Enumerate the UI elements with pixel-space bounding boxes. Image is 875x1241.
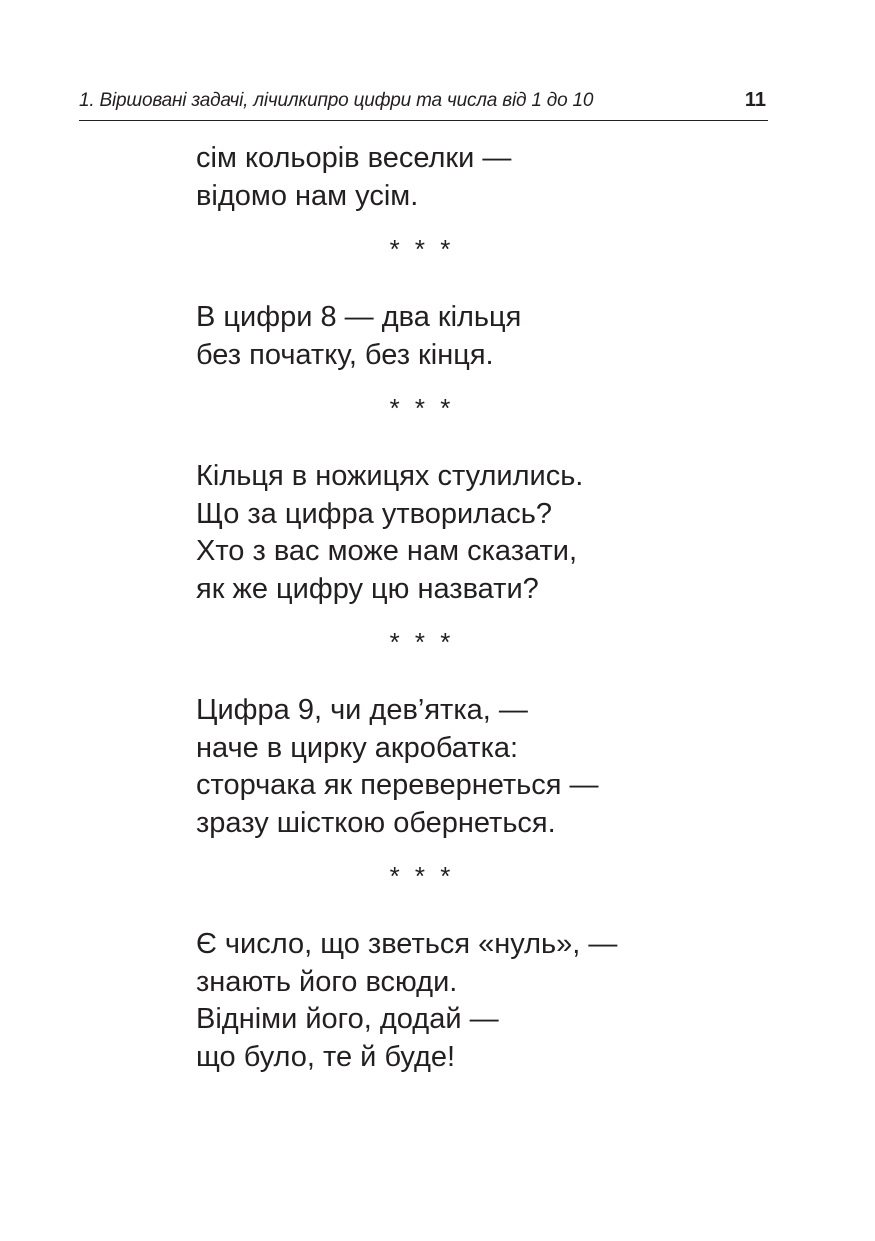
poem-line: Відніми його, додай — xyxy=(196,1003,499,1035)
poem-line: сім кольорів веселки — xyxy=(196,142,512,174)
stanza-separator: * * * xyxy=(389,627,455,657)
poem-line: сторчака як перевернеться — xyxy=(196,769,599,801)
poem-line: Що за цифра утворилась? xyxy=(196,497,552,530)
poem-body xyxy=(196,140,716,1076)
poem-line: наче в цирку акробатка: xyxy=(196,731,519,764)
poem-line: В цифри 8 — два кільця xyxy=(196,301,522,333)
stanza-1 xyxy=(196,140,716,215)
stanza-3 xyxy=(196,458,716,608)
poem-line: без початку, без кінця. xyxy=(196,338,494,371)
stanza-separator: * * * xyxy=(389,861,455,891)
poem-line: Цифра 9, чи дев’ятка, — xyxy=(196,694,528,726)
running-header xyxy=(79,88,768,121)
page-number: 11 xyxy=(744,89,766,111)
chapter-title: 1. Віршовані задачі, лічилкипро цифри та числа від 1 до 10 xyxy=(79,90,594,111)
poem-line: що було, те й буде! xyxy=(196,1040,456,1073)
poem-line: як же цифру цю назвати? xyxy=(196,572,539,605)
stanza-2 xyxy=(196,299,716,374)
stanza-separator: * * * xyxy=(389,234,455,264)
poem-line: знають його всюди. xyxy=(196,965,458,998)
poem-line: Хто з вас може нам сказати, xyxy=(196,535,578,567)
poem-line: зразу шісткою обернеться. xyxy=(196,806,556,839)
poem-line: Є число, що зветься «нуль», — xyxy=(196,928,618,960)
stanza-separator: * * * xyxy=(389,393,455,423)
stanza-4 xyxy=(196,692,716,842)
stanza-5 xyxy=(196,926,716,1076)
poem-line: відомо нам усім. xyxy=(196,179,419,212)
poem-line: Кільця в ножицях стулились. xyxy=(196,460,584,492)
